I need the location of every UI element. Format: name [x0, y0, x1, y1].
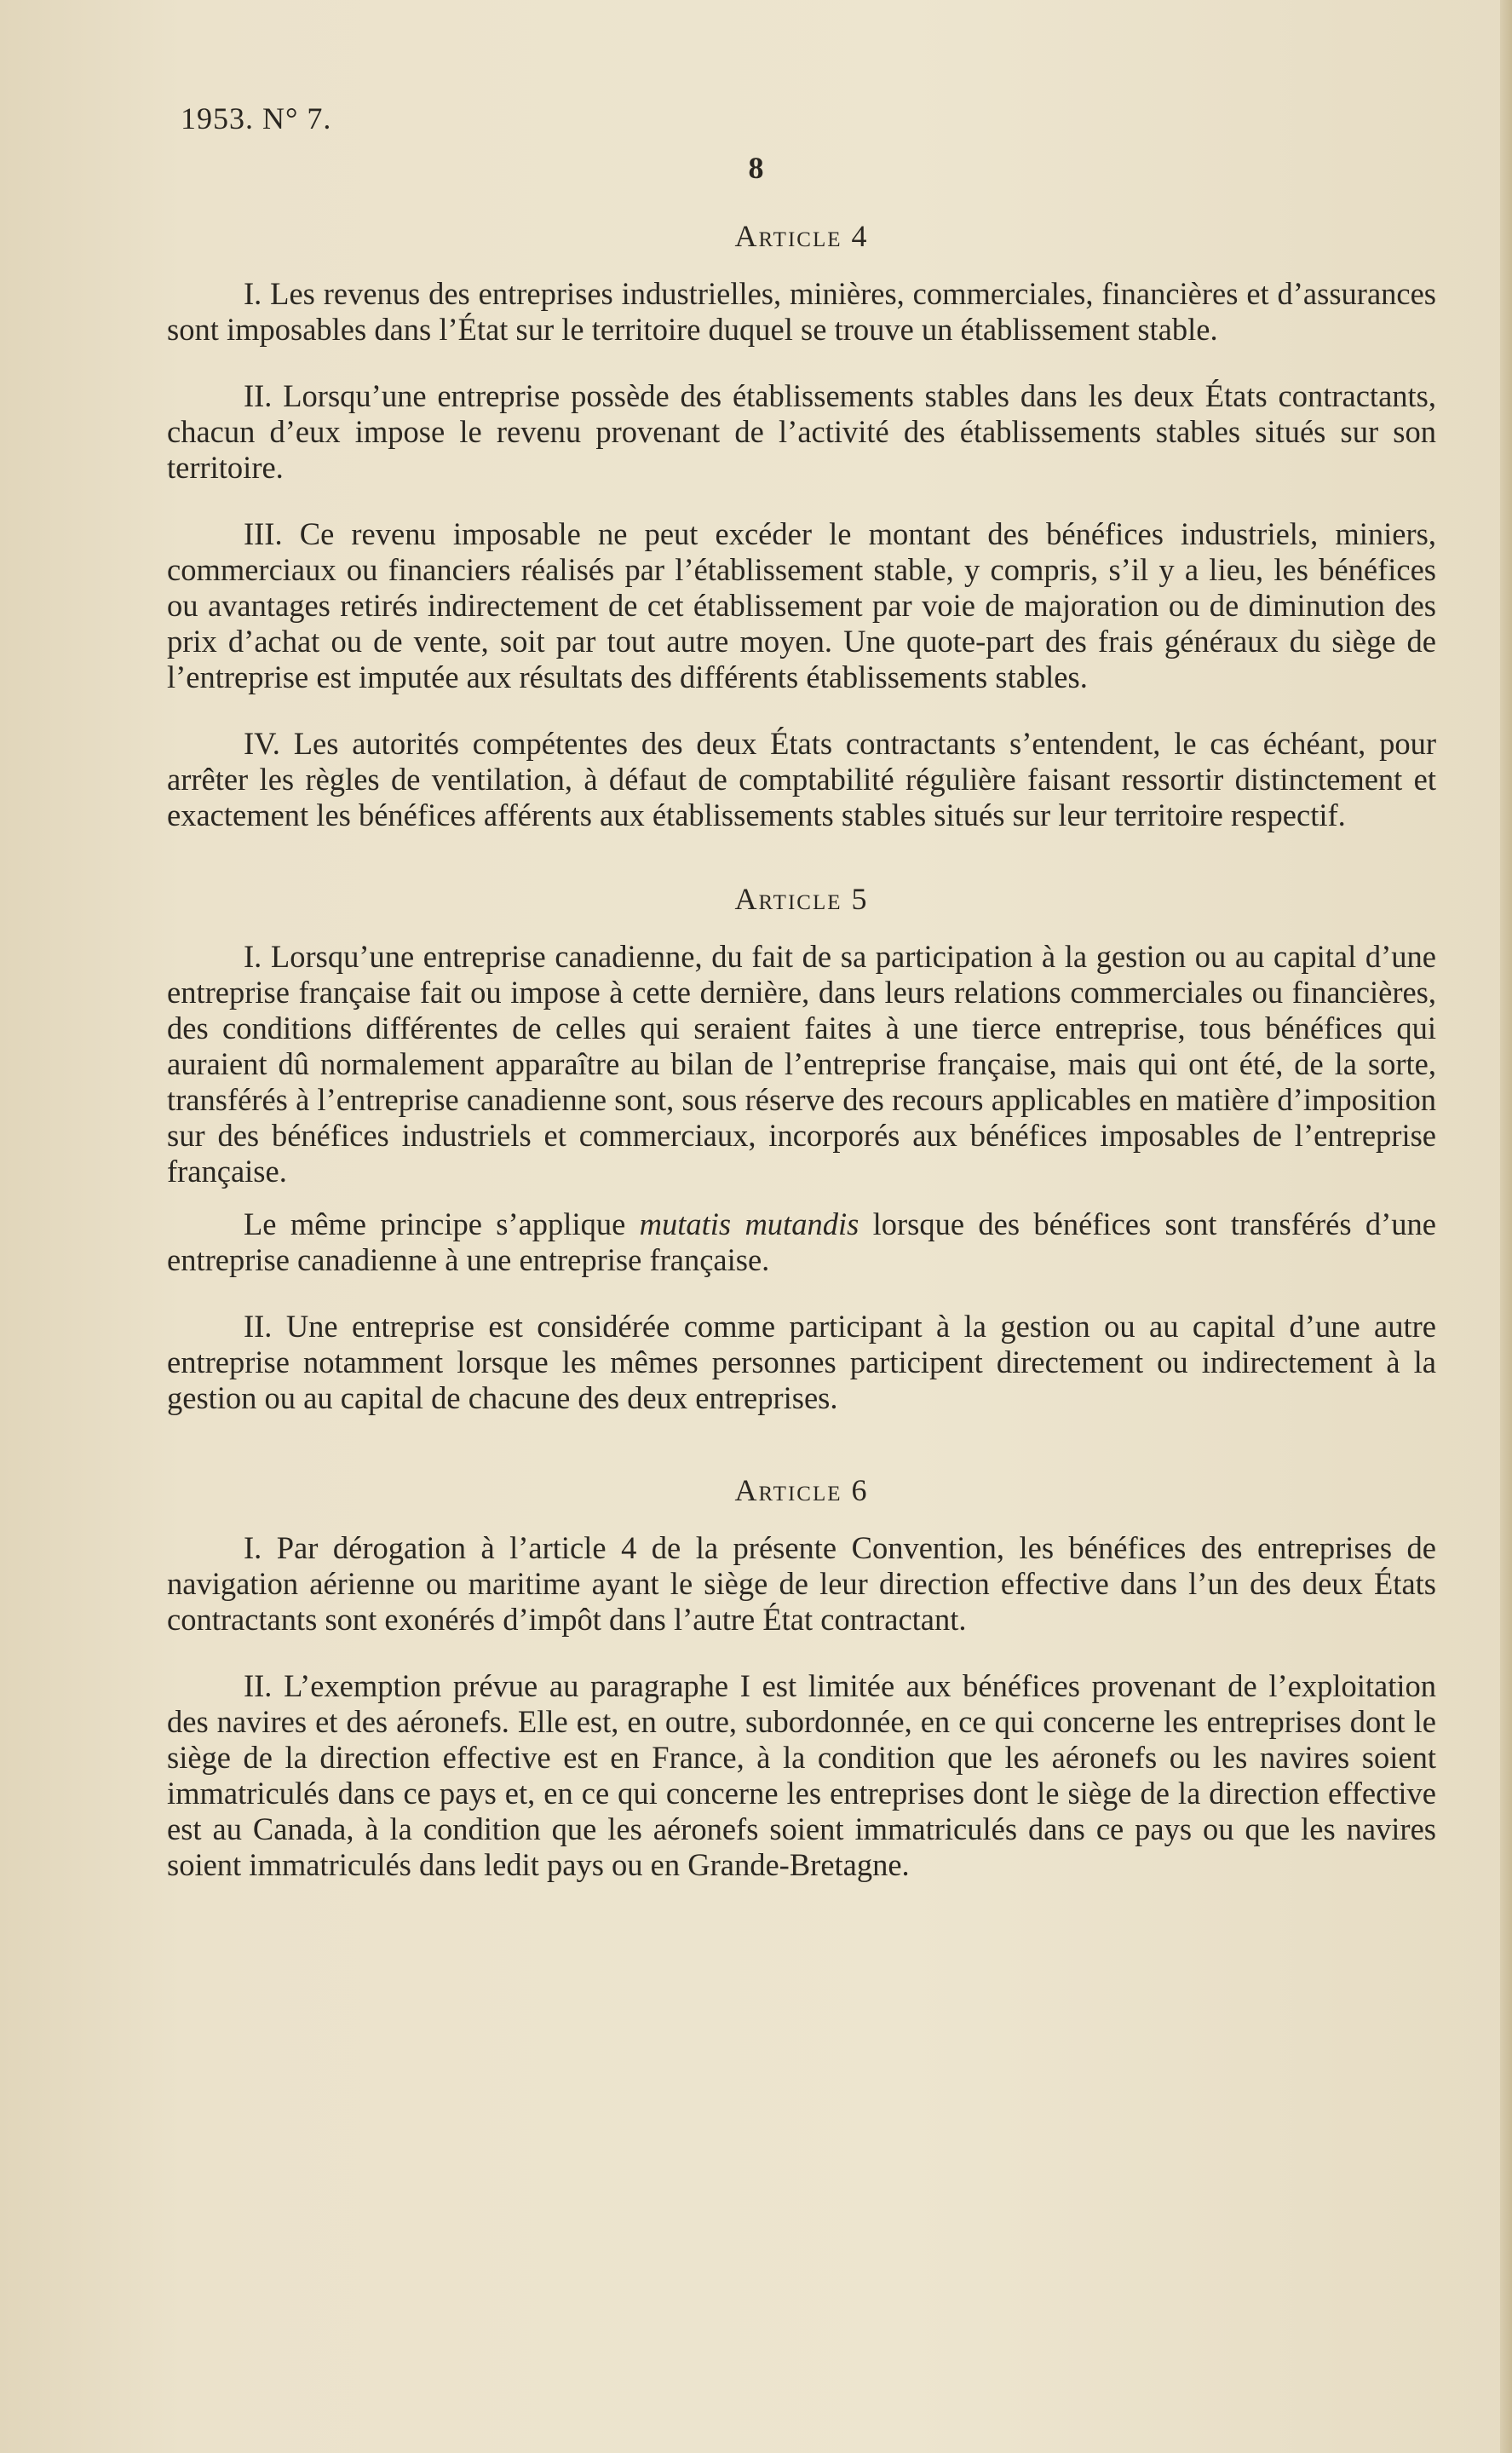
- text-run: lorsque des bénéfices sont transférés d’une entreprise canadienne à une entreprise française.: [167, 1206, 1436, 1277]
- article-6: [167, 1472, 1436, 1883]
- article-paragraph: I. Lorsqu’une entreprise canadienne, du fait de sa participation à la gestion ou au capital d’une entreprise française fait ou impose à cette dernière, dans leurs relations commerciales ou financières, des conditions différentes de celles qui seraient faites à une tierce entreprise, tous bénéfices qui auraient dû normalement apparaître au bilan de l’entreprise française, mais qui ont été, de la sorte, transférés à l’entreprise canadienne sont, sous réserve des recours applicables en matière d’imposition sur des bénéfices industriels et commerciaux, incorporés aux bénéfices imposables de l’entreprise française.: [167, 939, 1436, 1189]
- article-heading: Article 4: [734, 219, 869, 253]
- article-paragraph: III. Ce revenu imposable ne peut excéder le montant des bénéfices industriels, miniers, commerciaux ou financiers réalisés par l’établissement stable, y compris, s’il y a lieu, les bénéfices ou avantages retirés indirectement de cet établissement par voie de majoration ou de diminution des prix d’achat ou de vente, soit par tout autre moyen. Une quote-part des frais généraux du siège de l’entreprise est imputée aux résultats des différents établissements stables.: [167, 516, 1436, 694]
- article-heading: Article 6: [734, 1473, 869, 1507]
- header-year: 1953.: [181, 101, 254, 135]
- text-run: Le même principe s’applique: [244, 1206, 640, 1241]
- body-text: [167, 218, 1436, 1931]
- page-edge: [1500, 0, 1512, 2453]
- article-paragraph: II. Une entreprise est considérée comme participant à la gestion ou au capital d’une autre entreprise notamment lorsque les mêmes personnes participent directement ou indirectement à la gestion ou au capital de chacune des deux entreprises.: [167, 1309, 1436, 1415]
- article-paragraph: IV. Les autorités compétentes des deux États contractants s’entendent, le cas échéant, pour arrêter les règles de ventilation, à défaut de comptabilité régulière faisant ressortir distinctement et exactement les bénéfices afférents aux établissements stables situés sur leur territoire respectif.: [167, 726, 1436, 832]
- page-number: 8: [748, 151, 764, 185]
- article-paragraph: [167, 1206, 1436, 1278]
- article-heading: Article 5: [734, 882, 869, 916]
- article-paragraph: I. Les revenus des entreprises industrielles, minières, commerciales, financières et d’assurances sont imposables dans l’État sur le territoire duquel se trouve un établissement stable.: [167, 276, 1436, 347]
- article-paragraph: II. L’exemption prévue au paragraphe I est limitée aux bénéfices provenant de l’exploitation des navires et des aéronefs. Elle est, en outre, subordonnée, en ce qui concerne les entreprises dont le siège de la direction effective est en France, à la condition que les aéronefs ou les navires soient immatriculés dans ce pays et, en ce qui concerne les entreprises dont le siège de la direction effective est au Canada, à la condition que les aéronefs soient immatriculés dans ce pays ou que les navires soient immatriculés dans ledit pays ou en Grande-Bretagne.: [167, 1668, 1436, 1882]
- latin-phrase: mutatis mutandis: [639, 1206, 859, 1241]
- article-5: [167, 881, 1436, 1416]
- header-number: N° 7.: [262, 101, 332, 135]
- article-4: [167, 218, 1436, 833]
- article-paragraph: I. Par dérogation à l’article 4 de la présente Convention, les bénéfices des entreprises de navigation aérienne ou maritime ayant le siège de leur direction effective dans l’un des deux États contractants sont exonérés d’impôt dans l’autre État contractant.: [167, 1530, 1436, 1637]
- article-paragraph: II. Lorsqu’une entreprise possède des établissements stables dans les deux États contractants, chacun d’eux impose le revenu provenant de l’activité des établissements stables situés sur son territoire.: [167, 378, 1436, 485]
- running-header: [181, 101, 331, 136]
